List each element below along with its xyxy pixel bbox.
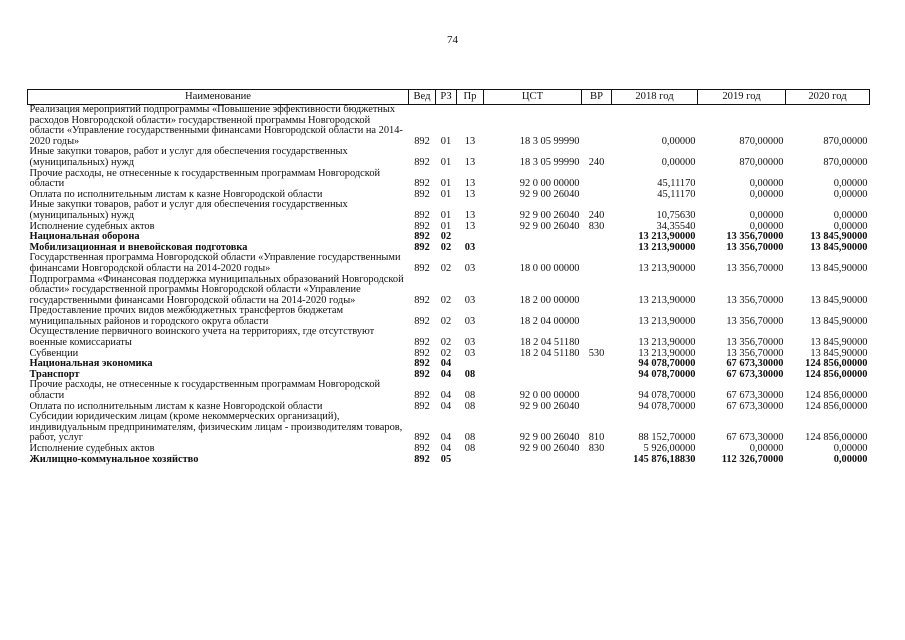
cell-2018: 13 213,90000 — [638, 241, 696, 253]
cell-vr — [582, 402, 612, 413]
cell-ved: 892 — [414, 347, 430, 359]
cell-cst: 18 2 04 51180 — [520, 337, 580, 349]
cell-pr: 08 — [464, 432, 476, 444]
cell-rz: 02 — [440, 315, 452, 327]
cell-2020: 0,00000 — [833, 443, 868, 454]
cell-2020: 870,00000 — [823, 156, 868, 168]
cell-rz: 04 — [440, 443, 452, 454]
cell-2020: 0,00000 — [833, 220, 868, 232]
cell-name: Субвенции — [29, 347, 79, 359]
cell-2019: 13 356,70000 — [726, 337, 784, 349]
cell-cst: 18 3 05 99990 — [519, 135, 580, 147]
table-row — [28, 105, 870, 148]
header-rz: РЗ — [436, 90, 457, 105]
cell-rz: 04 — [440, 368, 452, 380]
cell-rz: 02 — [440, 241, 452, 253]
header-cst: ЦСТ — [484, 90, 582, 105]
cell-name: Транспорт — [29, 368, 80, 380]
cell-ved: 892 — [414, 337, 430, 349]
cell-2019: 13 356,70000 — [726, 315, 784, 327]
cell-rz: 04 — [440, 432, 452, 444]
cell-2019: 13 356,70000 — [726, 262, 784, 274]
cell-pr — [457, 455, 484, 466]
cell-vr: 240 — [588, 156, 605, 168]
cell-ved: 892 — [414, 400, 430, 412]
cell-2018: 13 213,90000 — [638, 262, 696, 274]
cell-cst: 18 3 05 99990 — [519, 156, 580, 168]
cell-ved: 892 — [414, 231, 430, 243]
cell-vr: 530 — [588, 347, 605, 359]
cell-2018: 94 078,70000 — [638, 390, 696, 402]
cell-name: Государственная программа Новгородской области «Управление государственными финансами Новгородской области на 2014-2020 годы» — [29, 252, 401, 274]
cell-ved: 892 — [414, 178, 430, 190]
table-row — [28, 455, 870, 466]
cell-2018: 13 213,90000 — [638, 347, 696, 359]
cell-2019: 67 673,30000 — [726, 400, 784, 412]
cell-2020: 13 845,90000 — [810, 241, 868, 253]
cell-2020: 13 845,90000 — [810, 315, 868, 327]
cell-cst — [484, 370, 582, 381]
cell-vr — [582, 380, 612, 401]
cell-ved: 892 — [414, 443, 430, 454]
cell-name: Прочие расходы, не отнесенные к государственным программам Новгородской области — [29, 379, 381, 402]
cell-cst — [484, 455, 582, 466]
cell-2019: 13 356,70000 — [726, 231, 784, 243]
header-2018: 2018 год — [612, 90, 698, 105]
cell-ved: 892 — [414, 220, 430, 232]
cell-rz: 01 — [440, 135, 452, 147]
table-row — [28, 327, 870, 348]
cell-ved: 892 — [414, 209, 430, 221]
page-number: 74 — [447, 34, 458, 46]
cell-2019: 67 673,30000 — [726, 368, 784, 380]
cell-2018: 88 152,70000 — [638, 432, 696, 444]
cell-name: Мобилизационная и вневойсковая подготовка — [29, 241, 248, 253]
cell-pr: 03 — [464, 315, 476, 327]
header-name: Наименование — [28, 90, 409, 105]
cell-ved: 892 — [414, 390, 430, 402]
cell-vr — [582, 105, 612, 148]
table-row — [28, 444, 870, 455]
cell-vr — [582, 306, 612, 327]
cell-ved: 892 — [414, 368, 430, 380]
cell-pr: 13 — [464, 135, 476, 147]
cell-vr — [582, 455, 612, 466]
cell-2019: 0,00000 — [749, 209, 784, 221]
cell-2018: 145 876,18830 — [633, 453, 696, 465]
budget-table — [27, 89, 870, 465]
cell-name: Реализация мероприятий подпрограммы «Повышение эффективности бюджетных расходов Новгородской области» государственной программы Новгородской области «Управление государственными финансами Новгородской области на 2014-2020 годы» — [29, 104, 403, 147]
table-row — [28, 253, 870, 274]
cell-name: Подпрограмма «Финансовая поддержка муниципальных образований Новгородской области» государственной программы Новгородской области «Управление государственными финансами Новгородской области на 2014-2020 годы» — [29, 273, 404, 306]
cell-name: Иные закупки товаров, работ и услуг для обеспечения государственных (муниципальных) нужд — [29, 146, 348, 168]
cell-2019: 0,00000 — [749, 220, 784, 232]
cell-2020: 13 845,90000 — [810, 347, 868, 359]
cell-2020: 0,00000 — [833, 209, 868, 221]
cell-ved: 892 — [414, 241, 430, 253]
table-body — [28, 105, 870, 466]
cell-2019: 0,00000 — [749, 188, 784, 200]
cell-pr: 13 — [464, 156, 476, 168]
cell-rz: 04 — [440, 358, 452, 370]
cell-cst: 92 9 00 26040 — [519, 209, 580, 221]
cell-rz: 01 — [440, 178, 452, 190]
cell-vr — [582, 190, 612, 201]
cell-name: Осуществление первичного воинского учета на территориях, где отсутствуют военные комиссариаты — [29, 326, 375, 349]
cell-vr: 240 — [588, 209, 605, 221]
cell-2018: 94 078,70000 — [638, 358, 696, 370]
cell-ved: 892 — [414, 262, 430, 274]
cell-cst: 92 9 00 26040 — [519, 400, 580, 412]
cell-2019: 67 673,30000 — [726, 432, 784, 444]
cell-pr: 13 — [464, 188, 476, 200]
cell-2020: 0,00000 — [833, 453, 868, 465]
cell-cst: 92 9 00 26040 — [519, 432, 580, 444]
cell-vr: 830 — [588, 220, 605, 232]
cell-vr: 830 — [588, 443, 605, 454]
cell-rz: 05 — [440, 453, 452, 465]
cell-2020: 13 845,90000 — [810, 337, 868, 349]
cell-cst: 92 0 00 00000 — [519, 178, 580, 190]
cell-rz: 02 — [440, 294, 452, 306]
cell-cst — [484, 359, 582, 370]
cell-pr: 13 — [464, 209, 476, 221]
cell-pr: 03 — [464, 294, 476, 306]
cell-cst: 18 0 00 00000 — [519, 262, 580, 274]
cell-vr — [582, 253, 612, 274]
table-row — [28, 200, 870, 221]
cell-vr — [582, 370, 612, 381]
cell-rz: 01 — [440, 188, 452, 200]
cell-ved: 892 — [414, 188, 430, 200]
table-row — [28, 306, 870, 327]
cell-pr: 03 — [464, 262, 476, 274]
cell-name: Прочие расходы, не отнесенные к государственным программам Новгородской области — [29, 167, 381, 190]
cell-2019: 870,00000 — [739, 135, 784, 147]
cell-pr: 13 — [464, 220, 476, 232]
cell-2018: 13 213,90000 — [638, 337, 696, 349]
cell-ved: 892 — [414, 156, 430, 168]
cell-cst: 18 2 00 00000 — [519, 294, 580, 306]
cell-2019: 112 326,70000 — [721, 453, 784, 465]
cell-2018: 13 213,90000 — [638, 315, 696, 327]
cell-2019: 13 356,70000 — [726, 241, 784, 253]
cell-pr: 03 — [464, 347, 476, 359]
cell-name: Оплата по исполнительным листам к казне Новгородской области — [29, 400, 323, 412]
cell-rz: 01 — [440, 156, 452, 168]
cell-cst: 18 2 04 00000 — [519, 315, 580, 327]
cell-rz: 04 — [440, 400, 452, 412]
cell-ved: 892 — [414, 358, 430, 370]
header-pr: Пр — [457, 90, 484, 105]
cell-pr: 03 — [464, 241, 476, 253]
cell-pr: 13 — [464, 178, 476, 190]
cell-rz: 02 — [440, 347, 452, 359]
header-2020: 2020 год — [786, 90, 870, 105]
cell-2020: 124 856,00000 — [805, 432, 868, 444]
cell-pr: 08 — [464, 390, 476, 402]
cell-2019: 67 673,30000 — [726, 358, 784, 370]
cell-name: Национальная оборона — [29, 231, 140, 243]
cell-rz: 01 — [440, 209, 452, 221]
cell-vr — [582, 359, 612, 370]
cell-2018: 94 078,70000 — [638, 400, 696, 412]
cell-cst: 92 9 00 26040 — [519, 188, 580, 200]
cell-cst: 92 9 00 26040 — [519, 443, 580, 454]
cell-rz: 04 — [440, 390, 452, 402]
cell-2019: 0,00000 — [749, 443, 784, 454]
table-row — [28, 412, 870, 444]
cell-vr — [582, 232, 612, 243]
cell-2018: 94 078,70000 — [638, 368, 696, 380]
cell-name: Иные закупки товаров, работ и услуг для обеспечения государственных (муниципальных) нужд — [29, 199, 348, 221]
cell-vr — [582, 327, 612, 348]
cell-2020: 870,00000 — [823, 135, 868, 147]
cell-2018: 34,35540 — [656, 220, 696, 232]
table-row — [28, 169, 870, 190]
cell-2018: 5 926,00000 — [643, 443, 696, 454]
cell-2018: 10,75630 — [656, 209, 696, 221]
cell-cst: 18 2 04 51180 — [520, 347, 580, 359]
cell-vr — [582, 243, 612, 254]
cell-vr: 810 — [588, 432, 605, 444]
cell-2020: 13 845,90000 — [810, 231, 868, 243]
table-row — [28, 380, 870, 401]
cell-name: Оплата по исполнительным листам к казне Новгородской области — [29, 188, 323, 200]
cell-2020: 13 845,90000 — [810, 262, 868, 274]
header-ved: Вед — [409, 90, 436, 105]
cell-ved: 892 — [414, 432, 430, 444]
cell-2020: 124 856,00000 — [805, 400, 868, 412]
cell-2019: 13 356,70000 — [726, 294, 784, 306]
table-row — [28, 275, 870, 307]
cell-2018: 13 213,90000 — [638, 294, 696, 306]
cell-2020: 124 856,00000 — [805, 358, 868, 370]
cell-ved: 892 — [414, 294, 430, 306]
cell-cst — [484, 232, 582, 243]
cell-ved: 892 — [414, 453, 430, 465]
cell-2019: 870,00000 — [739, 156, 784, 168]
cell-cst — [484, 243, 582, 254]
cell-2020: 124 856,00000 — [805, 390, 868, 402]
cell-cst: 92 9 00 26040 — [519, 220, 580, 232]
cell-name: Жилищно-коммунальное хозяйство — [29, 453, 199, 465]
cell-name: Предоставление прочих видов межбюджетных трансфертов бюджетам муниципальных районов и городского округа области — [29, 305, 344, 327]
cell-2019: 67 673,30000 — [726, 390, 784, 402]
cell-pr: 08 — [464, 368, 476, 380]
cell-2019: 0,00000 — [749, 178, 784, 190]
cell-2018: 45,11170 — [657, 178, 696, 190]
cell-2019: 13 356,70000 — [726, 347, 784, 359]
cell-name: Исполнение судебных актов — [29, 220, 155, 232]
cell-name: Национальная экономика — [29, 358, 153, 370]
table-row — [28, 147, 870, 168]
header-2019: 2019 год — [698, 90, 786, 105]
cell-2018: 45,11170 — [657, 188, 696, 200]
cell-name: Субсидии юридическим лицам (кроме некоммерческих организаций), индивидуальным предпринимателям, физическим лицам - производителям товаров, работ, услуг — [29, 411, 403, 444]
cell-pr: 08 — [464, 400, 476, 412]
cell-rz: 01 — [440, 220, 452, 232]
cell-pr: 03 — [464, 337, 476, 349]
cell-cst: 92 0 00 00000 — [519, 390, 580, 402]
header-vr: ВР — [582, 90, 612, 105]
cell-pr: 08 — [464, 443, 476, 454]
cell-2020: 0,00000 — [833, 188, 868, 200]
cell-2018: 0,00000 — [661, 135, 696, 147]
cell-rz: 02 — [440, 262, 452, 274]
cell-vr — [582, 275, 612, 307]
header-row — [28, 90, 870, 105]
cell-name: Исполнение судебных актов — [29, 443, 155, 454]
cell-2020: 13 845,90000 — [810, 294, 868, 306]
cell-2018: 13 213,90000 — [638, 231, 696, 243]
cell-ved: 892 — [414, 315, 430, 327]
cell-ved: 892 — [414, 135, 430, 147]
cell-2020: 124 856,00000 — [805, 368, 868, 380]
cell-rz: 02 — [440, 231, 452, 243]
cell-vr — [582, 169, 612, 190]
cell-2020: 0,00000 — [833, 178, 868, 190]
cell-rz: 02 — [440, 337, 452, 349]
cell-2018: 0,00000 — [661, 156, 696, 168]
